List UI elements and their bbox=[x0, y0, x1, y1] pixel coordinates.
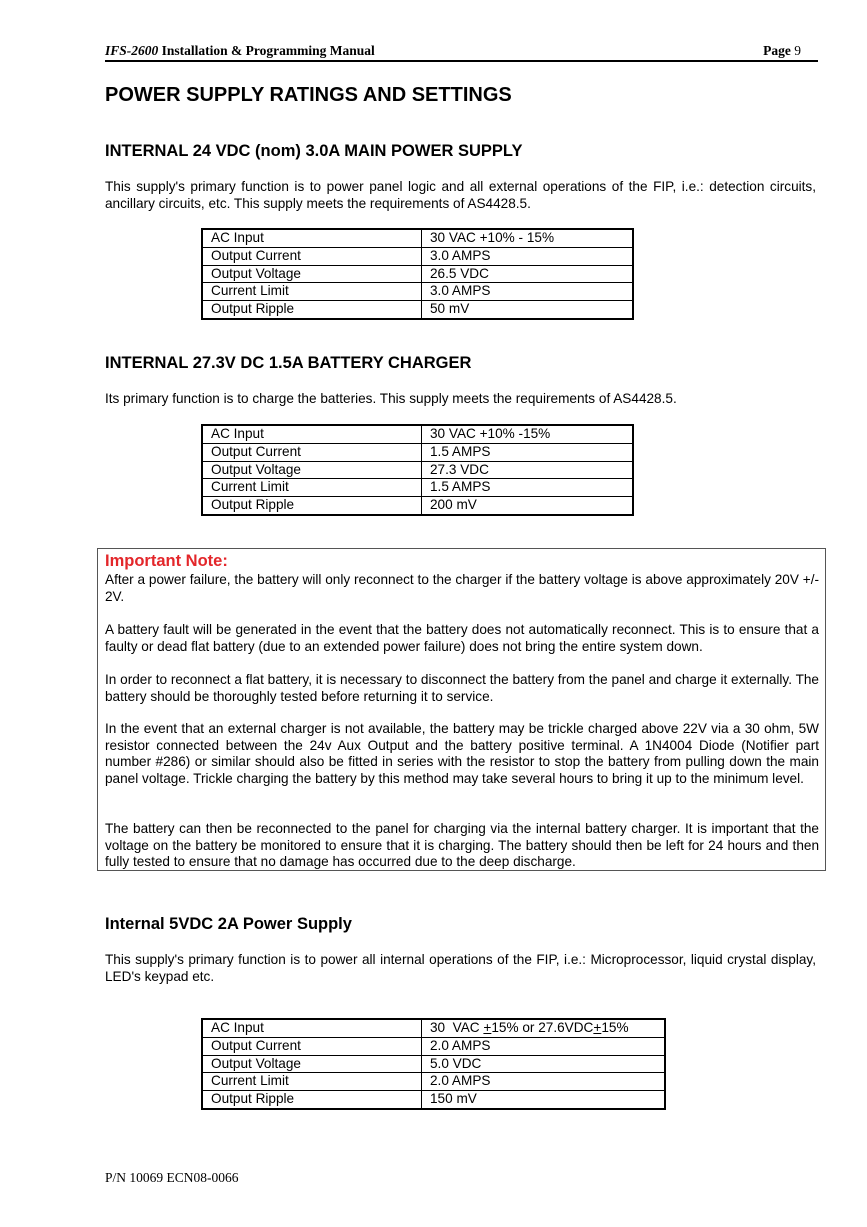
table-cell-value bbox=[422, 1019, 666, 1037]
value-suffix: 15% bbox=[601, 1020, 629, 1035]
page-footer-part-number: P/N 10069 ECN08-0066 bbox=[105, 1170, 239, 1185]
table-cell-value: 150 mV bbox=[422, 1091, 666, 1109]
page-header bbox=[105, 42, 817, 62]
table-row bbox=[202, 283, 633, 301]
section-heading-battery-charger: INTERNAL 27.3V DC 1.5A BATTERY CHARGER bbox=[105, 354, 472, 372]
page-number-label: Page bbox=[763, 43, 791, 58]
table-row bbox=[202, 461, 633, 479]
table-row bbox=[202, 265, 633, 283]
table-cell-label: Current Limit bbox=[202, 1073, 422, 1091]
value-prefix: 30 VAC bbox=[430, 1020, 484, 1035]
page-number-value: 9 bbox=[794, 43, 801, 58]
table-cell-label: AC Input bbox=[202, 229, 422, 247]
document-title-model: IFS-2600 bbox=[105, 43, 159, 58]
table-cell-value: 27.3 VDC bbox=[422, 461, 634, 479]
table-row bbox=[202, 229, 633, 247]
note-paragraph: After a power failure, the battery will only reconnect to the charger if the battery voltage is above approximately 20V +/- 2V. bbox=[105, 572, 819, 604]
page-main-heading: POWER SUPPLY RATINGS AND SETTINGS bbox=[105, 84, 512, 106]
note-paragraph: A battery fault will be generated in the event that the battery does not automatically reconnect. This is to ensure that a faulty or dead flat battery (due to an extended power failure) does not bring the entire system down. bbox=[105, 622, 819, 654]
note-paragraph: In order to reconnect a flat battery, it is necessary to disconnect the battery from the panel and charge it externally. The battery should be thoroughly tested before returning it to service. bbox=[105, 672, 819, 704]
spec-table-5vdc-supply bbox=[201, 1018, 666, 1110]
table-row bbox=[202, 1055, 665, 1073]
table-row bbox=[202, 479, 633, 497]
table-cell-value: 1.5 AMPS bbox=[422, 443, 634, 461]
table-row bbox=[202, 1019, 665, 1037]
table-row bbox=[202, 1091, 665, 1109]
plus-minus-sign: + bbox=[593, 1020, 602, 1035]
section-heading-5vdc-supply: Internal 5VDC 2A Power Supply bbox=[105, 915, 352, 933]
note-paragraph: The battery can then be reconnected to the panel for charging via the internal battery charger. It is important that the voltage on the battery be monitored to ensure that it is charging. The battery should then be left for 24 hours and then fully tested to ensure that no damage has occurred due to the deep discharge. bbox=[105, 821, 819, 870]
table-cell-label: Output Current bbox=[202, 247, 422, 265]
important-note-title: Important Note: bbox=[105, 552, 228, 570]
table-cell-value: 3.0 AMPS bbox=[422, 247, 634, 265]
table-cell-value: 30 VAC +10% - 15% bbox=[422, 229, 634, 247]
section-description-5vdc-supply: This supply's primary function is to power all internal operations of the FIP, i.e.: Microprocessor, liquid crystal display, LED's keypad etc. bbox=[105, 952, 816, 984]
table-cell-label: Output Voltage bbox=[202, 1055, 422, 1073]
table-cell-value: 50 mV bbox=[422, 301, 634, 319]
spec-table-main-supply bbox=[201, 228, 634, 320]
header-rule bbox=[105, 60, 818, 62]
table-cell-label: Output Voltage bbox=[202, 265, 422, 283]
section-description-battery-charger: Its primary function is to charge the batteries. This supply meets the requirements of AS4428.5. bbox=[105, 391, 677, 406]
note-paragraph: In the event that an external charger is not available, the battery may be trickle charged above 22V via a 30 ohm, 5W resistor connected between the 24v Aux Output and the battery positive terminal. A 1N4004 Diode (Notifier part number #286) or similar should also be fitted in series with the resistor to stop the battery from pulling down the main panel voltage. Trickle charging the battery by this method may take several hours to bring it up to the minimum level. bbox=[105, 721, 819, 786]
table-row bbox=[202, 443, 633, 461]
table-cell-value: 2.0 AMPS bbox=[422, 1037, 666, 1055]
table-cell-label: Output Current bbox=[202, 1037, 422, 1055]
table-cell-value: 1.5 AMPS bbox=[422, 479, 634, 497]
value-middle: 15% or 27.6VDC bbox=[491, 1020, 594, 1035]
table-cell-label: Output Ripple bbox=[202, 497, 422, 515]
table-row bbox=[202, 247, 633, 265]
table-row bbox=[202, 497, 633, 515]
table-cell-label: Current Limit bbox=[202, 283, 422, 301]
table-cell-label: Output Current bbox=[202, 443, 422, 461]
section-heading-main-supply: INTERNAL 24 VDC (nom) 3.0A MAIN POWER SUPPLY bbox=[105, 142, 523, 160]
table-row bbox=[202, 1037, 665, 1055]
table-cell-label: Output Ripple bbox=[202, 1091, 422, 1109]
table-cell-value: 26.5 VDC bbox=[422, 265, 634, 283]
table-cell-value: 30 VAC +10% -15% bbox=[422, 425, 634, 443]
spec-table-battery-charger bbox=[201, 424, 634, 516]
table-cell-value: 3.0 AMPS bbox=[422, 283, 634, 301]
section-description-main-supply: This supply's primary function is to power panel logic and all external operations of the FIP, i.e.: detection circuits, ancillary circuits, etc. This supply meets the requirements of AS4428.5. bbox=[105, 179, 816, 211]
table-cell-value: 200 mV bbox=[422, 497, 634, 515]
table-cell-label: AC Input bbox=[202, 425, 422, 443]
table-cell-value: 2.0 AMPS bbox=[422, 1073, 666, 1091]
document-title-rest: Installation & Programming Manual bbox=[158, 43, 375, 58]
table-cell-value: 5.0 VDC bbox=[422, 1055, 666, 1073]
table-cell-label: Output Voltage bbox=[202, 461, 422, 479]
table-cell-label: Output Ripple bbox=[202, 301, 422, 319]
table-cell-label: AC Input bbox=[202, 1019, 422, 1037]
plus-minus-sign: + bbox=[483, 1020, 492, 1035]
table-row bbox=[202, 301, 633, 319]
table-row bbox=[202, 425, 633, 443]
document-title bbox=[105, 43, 375, 59]
table-row bbox=[202, 1073, 665, 1091]
page-number bbox=[763, 43, 801, 59]
table-cell-label: Current Limit bbox=[202, 479, 422, 497]
